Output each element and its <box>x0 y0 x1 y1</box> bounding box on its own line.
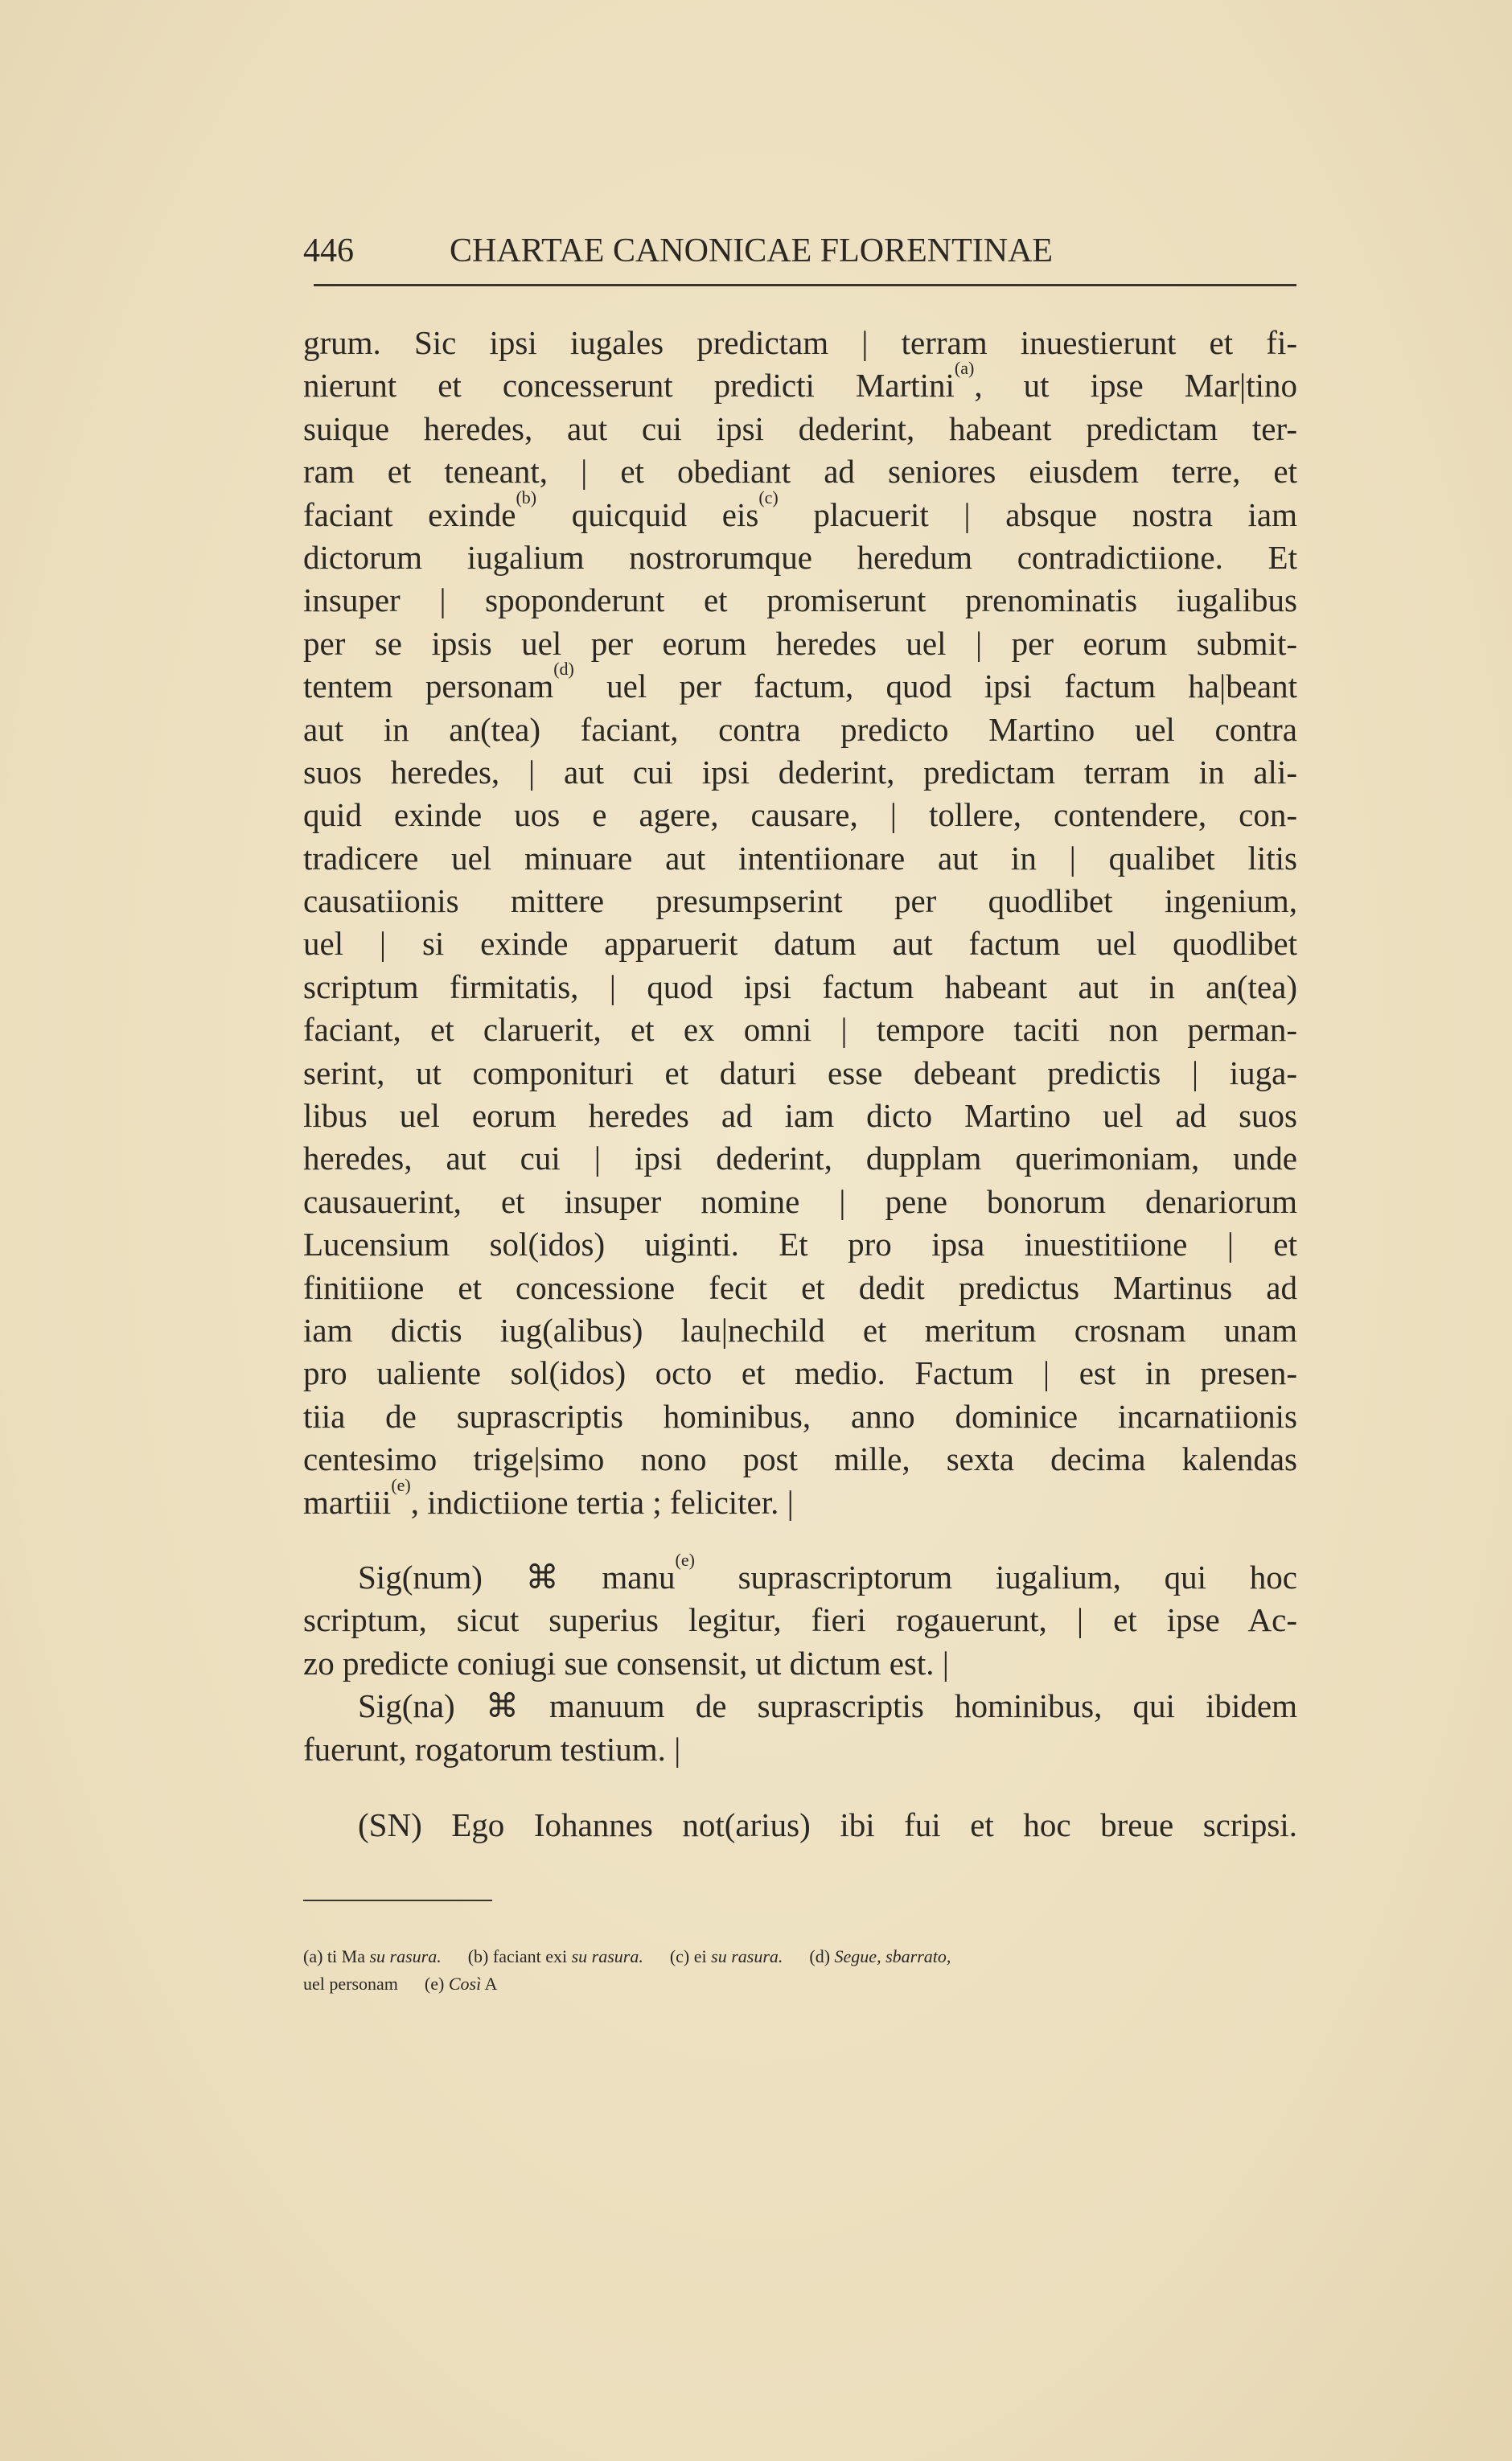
text-line <box>303 1685 1297 1728</box>
text-segment: tiia de suprascriptis hominibus, anno dominice incarnatiionis <box>303 1397 1297 1435</box>
text-segment: insuper | spoponderunt et promiserunt prenominatis iugalibus <box>303 581 1297 619</box>
text-line <box>303 922 1297 965</box>
text-segment: causauerint, et insuper nomine | pene bonorum denariorum <box>303 1182 1297 1220</box>
text-segment: (a) ti Ma <box>303 1946 370 1966</box>
text-line <box>303 794 1297 836</box>
footnote-line <box>303 1943 1297 1970</box>
text-segment: aut in an(tea) faciant, contra predicto Martino uel contra <box>303 710 1297 748</box>
text-segment: quid exinde uos e agere, causare, | tollere, contendere, con- <box>303 796 1297 834</box>
text-line <box>303 1550 1297 1599</box>
text-segment: tradicere uel minuare aut intentiionare aut in | qualibet litis <box>303 839 1297 877</box>
text-line <box>303 659 1297 708</box>
text-line <box>303 751 1297 794</box>
text-segment: , indictiione tertia ; feliciter. | <box>410 1483 794 1521</box>
text-line <box>303 1223 1297 1266</box>
text-line <box>303 1352 1297 1395</box>
text-segment: faciant, et claruerit, et ex omni | tempore taciti non perman- <box>303 1011 1297 1049</box>
text-line <box>303 1642 1297 1685</box>
text-line <box>303 1309 1297 1352</box>
footnote-marker: (e) <box>675 1550 695 1570</box>
text-line <box>303 1804 1297 1847</box>
text-segment: tentem personam <box>303 668 554 705</box>
italic-segment: Segue, sbarrato, <box>834 1946 951 1966</box>
text-segment: dictorum iugalium nostrorumque heredum contradictiione. Et <box>303 538 1297 576</box>
text-segment: uel personam (e) <box>303 1974 449 1994</box>
text-segment: Lucensium sol(idos) uiginti. Et pro ipsa inuestitiione | et <box>303 1226 1297 1263</box>
text-line <box>303 709 1297 751</box>
text-line <box>303 408 1297 450</box>
text-segment: , ut ipse Mar|tino <box>974 367 1298 405</box>
footnote-marker: (d) <box>553 659 574 680</box>
text-segment: quicquid eis <box>536 495 759 533</box>
italic-segment: Così <box>448 1974 482 1994</box>
footnote-marker: (b) <box>516 487 537 507</box>
text-segment: uel per factum, quod ipsi factum ha|beant <box>573 668 1297 705</box>
text-segment: uel | si exinde apparuerit datum aut factum uel quodlibet <box>303 925 1297 963</box>
text-line <box>303 837 1297 880</box>
text-segment: ram et teneant, | et obediant ad seniores eiusdem terre, et <box>303 453 1297 491</box>
text-line <box>303 1181 1297 1223</box>
text-line <box>303 1438 1297 1481</box>
text-segment: libus uel eorum heredes ad iam dicto Martino uel ad suos <box>303 1097 1297 1135</box>
footnote-marker: (c) <box>758 487 779 507</box>
footnotes <box>303 1943 1297 1998</box>
text-segment: suos heredes, | aut cui ipsi dederint, predictam terram in ali- <box>303 753 1297 791</box>
page-number: 446 <box>303 232 354 269</box>
text-line <box>303 536 1297 579</box>
italic-segment: su rasura. <box>571 1946 643 1966</box>
text-segment: A <box>481 1974 498 1994</box>
text-line <box>303 450 1297 493</box>
text-line <box>303 1599 1297 1641</box>
text-line <box>303 1474 1297 1524</box>
text-line <box>303 1009 1297 1051</box>
text-segment: suprascriptorum iugalium, qui hoc <box>694 1559 1297 1596</box>
text-line <box>303 1052 1297 1095</box>
text-segment: serint, ut componituri et daturi esse debeant predictis | iuga- <box>303 1054 1297 1091</box>
text-line <box>303 358 1298 407</box>
text-segment: (b) faciant exi <box>441 1946 572 1966</box>
text-segment: centesimo trige|simo nono post mille, sexta decima kalendas <box>303 1440 1297 1478</box>
signatures-paragraph <box>303 1550 1297 1771</box>
text-segment: Sig(na) ⌘ manuum de suprascriptis hominibus, qui ibidem <box>358 1687 1297 1725</box>
text-line <box>303 487 1297 536</box>
footnote-line <box>303 1970 1297 1998</box>
italic-segment: su rasura. <box>369 1946 442 1966</box>
text-segment: Sig(num) ⌘ manu <box>358 1559 676 1596</box>
text-segment: (d) <box>783 1946 835 1966</box>
footnote-marker: (e) <box>391 1474 411 1495</box>
header-rule <box>314 284 1296 286</box>
running-header <box>303 227 1296 275</box>
text-segment: (c) ei <box>643 1946 712 1966</box>
text-line <box>303 1395 1297 1438</box>
main-paragraph <box>303 322 1297 1524</box>
footnote-marker: (a) <box>954 358 975 379</box>
text-segment: faciant exinde <box>303 495 516 533</box>
text-line <box>303 622 1297 665</box>
text-segment: suique heredes, aut cui ipsi dederint, habeant predictam ter- <box>303 409 1297 447</box>
text-line <box>303 1137 1297 1180</box>
text-segment: per se ipsis uel per eorum heredes uel | per eorum submit- <box>303 624 1297 662</box>
text-segment: placuerit | absque nostra iam <box>778 495 1297 533</box>
footnote-rule <box>303 1900 492 1901</box>
text-segment: scriptum firmitatis, | quod ipsi factum habeant aut in an(tea) <box>303 968 1297 1005</box>
text-line <box>303 322 1297 364</box>
text-segment: (SN) Ego Iohannes not(arius) ibi fui et hoc breue scripsi. <box>358 1806 1297 1843</box>
text-line <box>303 1728 1297 1771</box>
notary-subscription <box>303 1804 1297 1847</box>
text-line <box>303 966 1297 1009</box>
text-segment: zo predicte coniugi sue consensit, ut dictum est. | <box>303 1644 949 1682</box>
running-title: CHARTAE CANONICAE FLORENTINAE <box>450 232 1054 269</box>
text-segment: causatiionis mittere presumpserint per quodlibet ingenium, <box>303 882 1297 920</box>
text-line <box>303 880 1297 922</box>
text-line <box>303 1095 1297 1137</box>
text-segment: grum. Sic ipsi iugales predictam | terram inuestierunt et fi- <box>303 324 1297 361</box>
text-segment: nierunt et concesserunt predicti Martini <box>303 367 955 405</box>
text-segment: finitiione et concessione fecit et dedit predictus Martinus ad <box>303 1268 1297 1306</box>
text-segment: heredes, aut cui | ipsi dederint, dupplam querimoniam, unde <box>303 1140 1297 1177</box>
text-segment: scriptum, sicut superius legitur, fieri rogauerunt, | et ipse Ac- <box>303 1601 1297 1639</box>
text-segment: pro ualiente sol(idos) octo et medio. Factum | est in presen- <box>303 1354 1297 1392</box>
text-segment: iam dictis iug(alibus) lau|nechild et meritum crosnam unam <box>303 1311 1297 1349</box>
italic-segment: su rasura. <box>711 1946 783 1966</box>
text-segment: fuerunt, rogatorum testium. | <box>303 1730 681 1768</box>
text-line <box>303 579 1297 622</box>
text-segment: martiii <box>303 1483 392 1521</box>
text-line <box>303 1267 1297 1309</box>
